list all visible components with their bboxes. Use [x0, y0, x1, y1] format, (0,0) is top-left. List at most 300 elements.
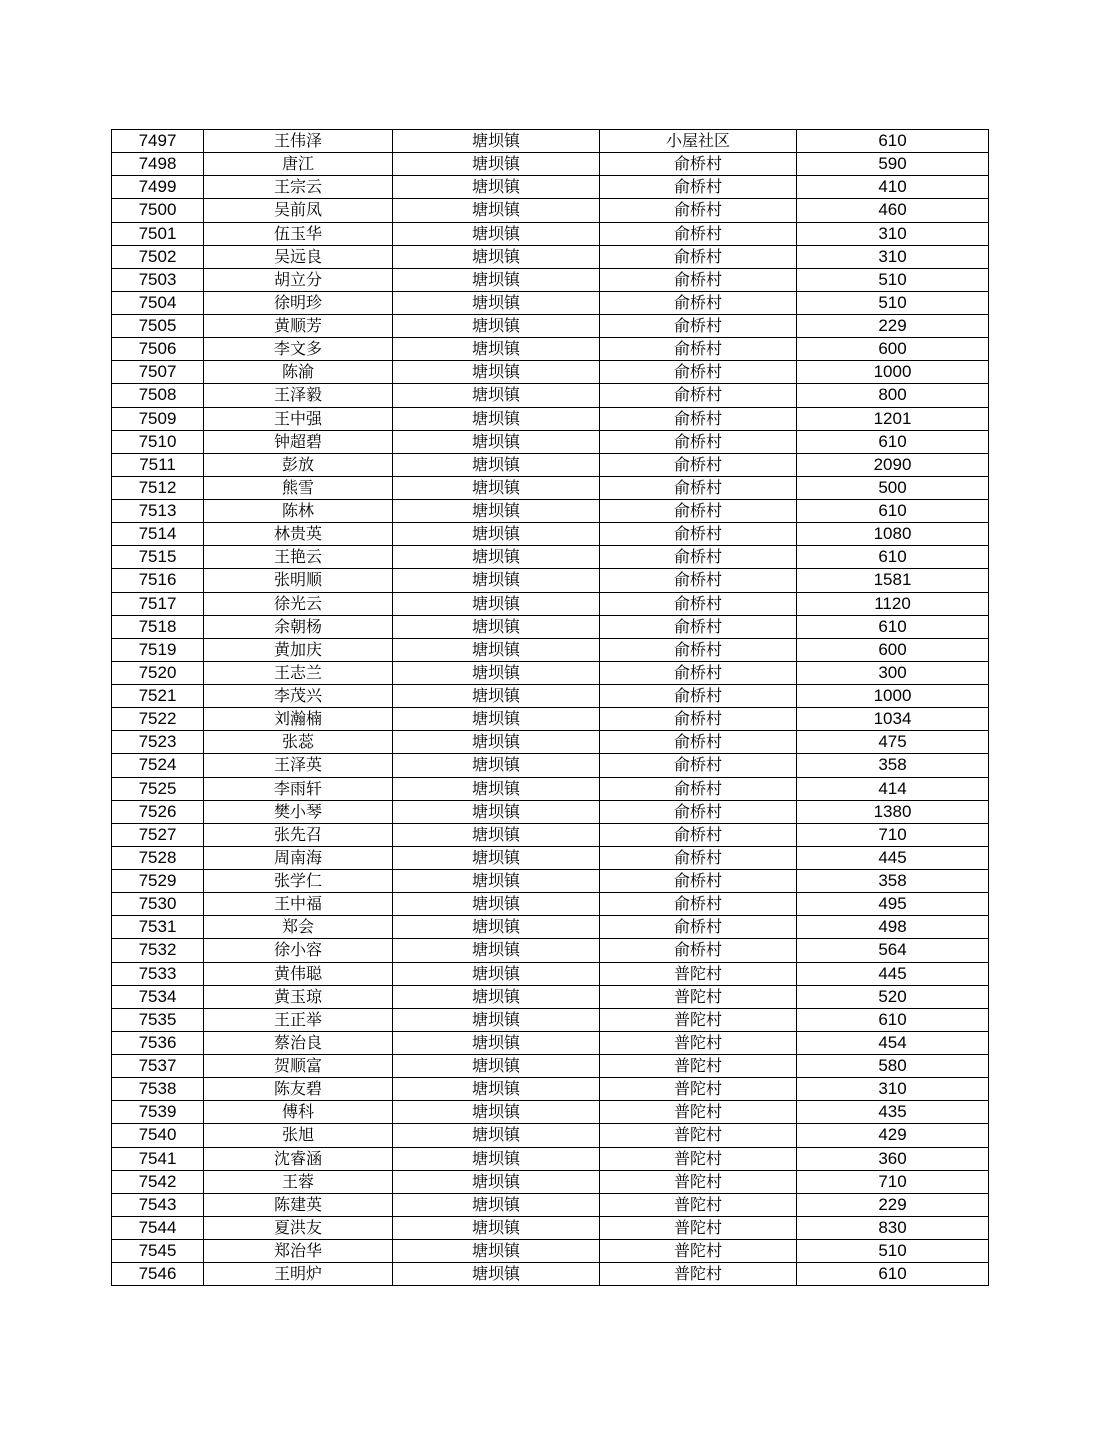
town-cell: 塘坝镇 — [393, 523, 600, 546]
village-cell: 俞桥村 — [600, 245, 797, 268]
name-cell: 彭放 — [204, 453, 393, 476]
table-row — [112, 569, 989, 592]
village-cell: 俞桥村 — [600, 661, 797, 684]
amount-cell: 1120 — [797, 592, 989, 615]
name-cell: 徐小容 — [204, 939, 393, 962]
name-cell: 徐光云 — [204, 592, 393, 615]
id-cell: 7533 — [112, 962, 204, 985]
town-cell: 塘坝镇 — [393, 1147, 600, 1170]
village-cell: 俞桥村 — [600, 638, 797, 661]
village-cell: 俞桥村 — [600, 731, 797, 754]
amount-cell: 1380 — [797, 800, 989, 823]
village-cell: 普陀村 — [600, 1124, 797, 1147]
table-row — [112, 476, 989, 499]
amount-cell: 460 — [797, 199, 989, 222]
id-cell: 7515 — [112, 546, 204, 569]
id-cell: 7517 — [112, 592, 204, 615]
name-cell: 郑会 — [204, 916, 393, 939]
amount-cell: 229 — [797, 315, 989, 338]
id-cell: 7498 — [112, 153, 204, 176]
town-cell: 塘坝镇 — [393, 1240, 600, 1263]
village-cell: 俞桥村 — [600, 615, 797, 638]
table-row — [112, 453, 989, 476]
amount-cell: 610 — [797, 1263, 989, 1286]
id-cell: 7545 — [112, 1240, 204, 1263]
village-cell: 俞桥村 — [600, 430, 797, 453]
amount-cell: 310 — [797, 1078, 989, 1101]
name-cell: 王明炉 — [204, 1263, 393, 1286]
name-cell: 蔡治良 — [204, 1031, 393, 1054]
town-cell: 塘坝镇 — [393, 638, 600, 661]
name-cell: 陈渝 — [204, 361, 393, 384]
table-row — [112, 315, 989, 338]
name-cell: 张旭 — [204, 1124, 393, 1147]
village-cell: 俞桥村 — [600, 846, 797, 869]
town-cell: 塘坝镇 — [393, 407, 600, 430]
town-cell: 塘坝镇 — [393, 130, 600, 153]
town-cell: 塘坝镇 — [393, 176, 600, 199]
town-cell: 塘坝镇 — [393, 1008, 600, 1031]
id-cell: 7510 — [112, 430, 204, 453]
amount-cell: 510 — [797, 1240, 989, 1263]
name-cell: 黄伟聪 — [204, 962, 393, 985]
village-cell: 普陀村 — [600, 1193, 797, 1216]
village-cell: 普陀村 — [600, 1263, 797, 1286]
id-cell: 7518 — [112, 615, 204, 638]
id-cell: 7541 — [112, 1147, 204, 1170]
name-cell: 贺顺富 — [204, 1055, 393, 1078]
amount-cell: 520 — [797, 985, 989, 1008]
table-row — [112, 546, 989, 569]
town-cell: 塘坝镇 — [393, 685, 600, 708]
name-cell: 王宗云 — [204, 176, 393, 199]
village-cell: 俞桥村 — [600, 268, 797, 291]
town-cell: 塘坝镇 — [393, 708, 600, 731]
table-row — [112, 754, 989, 777]
name-cell: 樊小琴 — [204, 800, 393, 823]
town-cell: 塘坝镇 — [393, 1078, 600, 1101]
table-row — [112, 615, 989, 638]
name-cell: 李雨轩 — [204, 777, 393, 800]
id-cell: 7502 — [112, 245, 204, 268]
name-cell: 沈睿涵 — [204, 1147, 393, 1170]
amount-cell: 310 — [797, 222, 989, 245]
amount-cell: 1000 — [797, 361, 989, 384]
table-row — [112, 153, 989, 176]
table-row — [112, 384, 989, 407]
table-row — [112, 1078, 989, 1101]
town-cell: 塘坝镇 — [393, 569, 600, 592]
town-cell: 塘坝镇 — [393, 245, 600, 268]
village-cell: 俞桥村 — [600, 800, 797, 823]
table-row — [112, 430, 989, 453]
town-cell: 塘坝镇 — [393, 1216, 600, 1239]
name-cell: 张蕊 — [204, 731, 393, 754]
village-cell: 俞桥村 — [600, 708, 797, 731]
name-cell: 傅科 — [204, 1101, 393, 1124]
table-row — [112, 1216, 989, 1239]
amount-cell: 580 — [797, 1055, 989, 1078]
name-cell: 黄顺芳 — [204, 315, 393, 338]
town-cell: 塘坝镇 — [393, 361, 600, 384]
town-cell: 塘坝镇 — [393, 1101, 600, 1124]
amount-cell: 600 — [797, 338, 989, 361]
amount-cell: 710 — [797, 823, 989, 846]
table-row — [112, 523, 989, 546]
village-cell: 普陀村 — [600, 985, 797, 1008]
id-cell: 7530 — [112, 893, 204, 916]
amount-cell: 600 — [797, 638, 989, 661]
table-row — [112, 222, 989, 245]
data-table — [111, 129, 989, 1286]
name-cell: 唐江 — [204, 153, 393, 176]
town-cell: 塘坝镇 — [393, 939, 600, 962]
name-cell: 王泽毅 — [204, 384, 393, 407]
town-cell: 塘坝镇 — [393, 1170, 600, 1193]
name-cell: 徐明珍 — [204, 291, 393, 314]
amount-cell: 414 — [797, 777, 989, 800]
village-cell: 俞桥村 — [600, 500, 797, 523]
town-cell: 塘坝镇 — [393, 615, 600, 638]
id-cell: 7519 — [112, 638, 204, 661]
amount-cell: 1000 — [797, 685, 989, 708]
town-cell: 塘坝镇 — [393, 315, 600, 338]
id-cell: 7527 — [112, 823, 204, 846]
table-row — [112, 1008, 989, 1031]
name-cell: 王泽英 — [204, 754, 393, 777]
amount-cell: 610 — [797, 1008, 989, 1031]
town-cell: 塘坝镇 — [393, 823, 600, 846]
table-row — [112, 823, 989, 846]
table-row — [112, 1101, 989, 1124]
table-row — [112, 361, 989, 384]
amount-cell: 1201 — [797, 407, 989, 430]
amount-cell: 358 — [797, 754, 989, 777]
town-cell: 塘坝镇 — [393, 153, 600, 176]
village-cell: 俞桥村 — [600, 592, 797, 615]
village-cell: 普陀村 — [600, 1216, 797, 1239]
table-row — [112, 939, 989, 962]
town-cell: 塘坝镇 — [393, 268, 600, 291]
town-cell: 塘坝镇 — [393, 846, 600, 869]
name-cell: 林贵英 — [204, 523, 393, 546]
amount-cell: 358 — [797, 870, 989, 893]
name-cell: 郑治华 — [204, 1240, 393, 1263]
village-cell: 小屋社区 — [600, 130, 797, 153]
village-cell: 俞桥村 — [600, 338, 797, 361]
town-cell: 塘坝镇 — [393, 754, 600, 777]
name-cell: 夏洪友 — [204, 1216, 393, 1239]
table-row — [112, 1170, 989, 1193]
town-cell: 塘坝镇 — [393, 870, 600, 893]
id-cell: 7539 — [112, 1101, 204, 1124]
id-cell: 7529 — [112, 870, 204, 893]
town-cell: 塘坝镇 — [393, 1031, 600, 1054]
amount-cell: 300 — [797, 661, 989, 684]
id-cell: 7505 — [112, 315, 204, 338]
village-cell: 俞桥村 — [600, 222, 797, 245]
village-cell: 俞桥村 — [600, 384, 797, 407]
amount-cell: 710 — [797, 1170, 989, 1193]
village-cell: 俞桥村 — [600, 153, 797, 176]
town-cell: 塘坝镇 — [393, 291, 600, 314]
table-row — [112, 407, 989, 430]
id-cell: 7531 — [112, 916, 204, 939]
table-row — [112, 199, 989, 222]
amount-cell: 410 — [797, 176, 989, 199]
town-cell: 塘坝镇 — [393, 199, 600, 222]
table-row — [112, 962, 989, 985]
id-cell: 7516 — [112, 569, 204, 592]
id-cell: 7499 — [112, 176, 204, 199]
name-cell: 陈建英 — [204, 1193, 393, 1216]
id-cell: 7520 — [112, 661, 204, 684]
id-cell: 7525 — [112, 777, 204, 800]
name-cell: 王蓉 — [204, 1170, 393, 1193]
id-cell: 7544 — [112, 1216, 204, 1239]
id-cell: 7508 — [112, 384, 204, 407]
id-cell: 7542 — [112, 1170, 204, 1193]
town-cell: 塘坝镇 — [393, 1124, 600, 1147]
id-cell: 7513 — [112, 500, 204, 523]
id-cell: 7509 — [112, 407, 204, 430]
village-cell: 俞桥村 — [600, 176, 797, 199]
amount-cell: 830 — [797, 1216, 989, 1239]
name-cell: 王中强 — [204, 407, 393, 430]
id-cell: 7528 — [112, 846, 204, 869]
village-cell: 俞桥村 — [600, 407, 797, 430]
village-cell: 普陀村 — [600, 962, 797, 985]
village-cell: 普陀村 — [600, 1147, 797, 1170]
village-cell: 俞桥村 — [600, 916, 797, 939]
id-cell: 7497 — [112, 130, 204, 153]
amount-cell: 429 — [797, 1124, 989, 1147]
id-cell: 7501 — [112, 222, 204, 245]
village-cell: 俞桥村 — [600, 823, 797, 846]
table-row — [112, 685, 989, 708]
amount-cell: 498 — [797, 916, 989, 939]
amount-cell: 435 — [797, 1101, 989, 1124]
id-cell: 7535 — [112, 1008, 204, 1031]
village-cell: 俞桥村 — [600, 893, 797, 916]
town-cell: 塘坝镇 — [393, 384, 600, 407]
amount-cell: 610 — [797, 130, 989, 153]
town-cell: 塘坝镇 — [393, 1263, 600, 1286]
amount-cell: 229 — [797, 1193, 989, 1216]
id-cell: 7523 — [112, 731, 204, 754]
town-cell: 塘坝镇 — [393, 916, 600, 939]
id-cell: 7538 — [112, 1078, 204, 1101]
name-cell: 王中福 — [204, 893, 393, 916]
amount-cell: 564 — [797, 939, 989, 962]
village-cell: 俞桥村 — [600, 361, 797, 384]
table-row — [112, 777, 989, 800]
id-cell: 7504 — [112, 291, 204, 314]
amount-cell: 475 — [797, 731, 989, 754]
town-cell: 塘坝镇 — [393, 962, 600, 985]
table-row — [112, 893, 989, 916]
amount-cell: 1080 — [797, 523, 989, 546]
town-cell: 塘坝镇 — [393, 500, 600, 523]
amount-cell: 310 — [797, 245, 989, 268]
village-cell: 普陀村 — [600, 1055, 797, 1078]
table-row — [112, 916, 989, 939]
name-cell: 钟超碧 — [204, 430, 393, 453]
id-cell: 7521 — [112, 685, 204, 708]
id-cell: 7500 — [112, 199, 204, 222]
amount-cell: 610 — [797, 546, 989, 569]
table-row — [112, 985, 989, 1008]
table-row — [112, 638, 989, 661]
table-row — [112, 291, 989, 314]
amount-cell: 454 — [797, 1031, 989, 1054]
table-row — [112, 1055, 989, 1078]
name-cell: 熊雪 — [204, 476, 393, 499]
name-cell: 李文多 — [204, 338, 393, 361]
table-body — [112, 130, 989, 1286]
table-row — [112, 1240, 989, 1263]
village-cell: 俞桥村 — [600, 291, 797, 314]
table-row — [112, 1031, 989, 1054]
table-row — [112, 731, 989, 754]
id-cell: 7534 — [112, 985, 204, 1008]
town-cell: 塘坝镇 — [393, 985, 600, 1008]
village-cell: 俞桥村 — [600, 939, 797, 962]
name-cell: 王正举 — [204, 1008, 393, 1031]
amount-cell: 445 — [797, 846, 989, 869]
village-cell: 俞桥村 — [600, 453, 797, 476]
town-cell: 塘坝镇 — [393, 546, 600, 569]
name-cell: 胡立分 — [204, 268, 393, 291]
id-cell: 7532 — [112, 939, 204, 962]
amount-cell: 445 — [797, 962, 989, 985]
village-cell: 普陀村 — [600, 1240, 797, 1263]
town-cell: 塘坝镇 — [393, 731, 600, 754]
name-cell: 周南海 — [204, 846, 393, 869]
id-cell: 7540 — [112, 1124, 204, 1147]
name-cell: 李茂兴 — [204, 685, 393, 708]
id-cell: 7524 — [112, 754, 204, 777]
town-cell: 塘坝镇 — [393, 338, 600, 361]
name-cell: 陈友碧 — [204, 1078, 393, 1101]
table-row — [112, 268, 989, 291]
table-row — [112, 1263, 989, 1286]
amount-cell: 1581 — [797, 569, 989, 592]
village-cell: 俞桥村 — [600, 476, 797, 499]
town-cell: 塘坝镇 — [393, 661, 600, 684]
name-cell: 黄玉琼 — [204, 985, 393, 1008]
table-row — [112, 338, 989, 361]
name-cell: 王伟泽 — [204, 130, 393, 153]
name-cell: 张学仁 — [204, 870, 393, 893]
village-cell: 俞桥村 — [600, 754, 797, 777]
village-cell: 俞桥村 — [600, 315, 797, 338]
name-cell: 张明顺 — [204, 569, 393, 592]
village-cell: 普陀村 — [600, 1008, 797, 1031]
name-cell: 伍玉华 — [204, 222, 393, 245]
village-cell: 俞桥村 — [600, 870, 797, 893]
amount-cell: 510 — [797, 268, 989, 291]
town-cell: 塘坝镇 — [393, 1193, 600, 1216]
amount-cell: 360 — [797, 1147, 989, 1170]
table-row — [112, 592, 989, 615]
id-cell: 7511 — [112, 453, 204, 476]
id-cell: 7536 — [112, 1031, 204, 1054]
table-row — [112, 130, 989, 153]
table-row — [112, 661, 989, 684]
name-cell: 张先召 — [204, 823, 393, 846]
town-cell: 塘坝镇 — [393, 592, 600, 615]
id-cell: 7503 — [112, 268, 204, 291]
village-cell: 普陀村 — [600, 1078, 797, 1101]
table-row — [112, 500, 989, 523]
id-cell: 7522 — [112, 708, 204, 731]
table-row — [112, 1147, 989, 1170]
amount-cell: 610 — [797, 615, 989, 638]
amount-cell: 590 — [797, 153, 989, 176]
amount-cell: 610 — [797, 430, 989, 453]
amount-cell: 1034 — [797, 708, 989, 731]
village-cell: 俞桥村 — [600, 685, 797, 708]
town-cell: 塘坝镇 — [393, 430, 600, 453]
table-row — [112, 176, 989, 199]
id-cell: 7537 — [112, 1055, 204, 1078]
village-cell: 俞桥村 — [600, 523, 797, 546]
town-cell: 塘坝镇 — [393, 453, 600, 476]
amount-cell: 510 — [797, 291, 989, 314]
id-cell: 7546 — [112, 1263, 204, 1286]
id-cell: 7543 — [112, 1193, 204, 1216]
name-cell: 黄加庆 — [204, 638, 393, 661]
village-cell: 俞桥村 — [600, 777, 797, 800]
village-cell: 普陀村 — [600, 1101, 797, 1124]
village-cell: 俞桥村 — [600, 546, 797, 569]
table-row — [112, 708, 989, 731]
id-cell: 7514 — [112, 523, 204, 546]
table-row — [112, 870, 989, 893]
amount-cell: 610 — [797, 500, 989, 523]
name-cell: 吴远良 — [204, 245, 393, 268]
town-cell: 塘坝镇 — [393, 1055, 600, 1078]
town-cell: 塘坝镇 — [393, 777, 600, 800]
town-cell: 塘坝镇 — [393, 222, 600, 245]
name-cell: 吴前凤 — [204, 199, 393, 222]
id-cell: 7507 — [112, 361, 204, 384]
town-cell: 塘坝镇 — [393, 476, 600, 499]
amount-cell: 500 — [797, 476, 989, 499]
town-cell: 塘坝镇 — [393, 800, 600, 823]
name-cell: 刘瀚楠 — [204, 708, 393, 731]
id-cell: 7526 — [112, 800, 204, 823]
town-cell: 塘坝镇 — [393, 893, 600, 916]
table-row — [112, 245, 989, 268]
village-cell: 普陀村 — [600, 1031, 797, 1054]
amount-cell: 2090 — [797, 453, 989, 476]
table-row — [112, 800, 989, 823]
table-row — [112, 1124, 989, 1147]
village-cell: 俞桥村 — [600, 569, 797, 592]
name-cell: 余朝杨 — [204, 615, 393, 638]
amount-cell: 800 — [797, 384, 989, 407]
village-cell: 普陀村 — [600, 1170, 797, 1193]
name-cell: 陈林 — [204, 500, 393, 523]
table-row — [112, 1193, 989, 1216]
id-cell: 7506 — [112, 338, 204, 361]
name-cell: 王艳云 — [204, 546, 393, 569]
id-cell: 7512 — [112, 476, 204, 499]
amount-cell: 495 — [797, 893, 989, 916]
village-cell: 俞桥村 — [600, 199, 797, 222]
